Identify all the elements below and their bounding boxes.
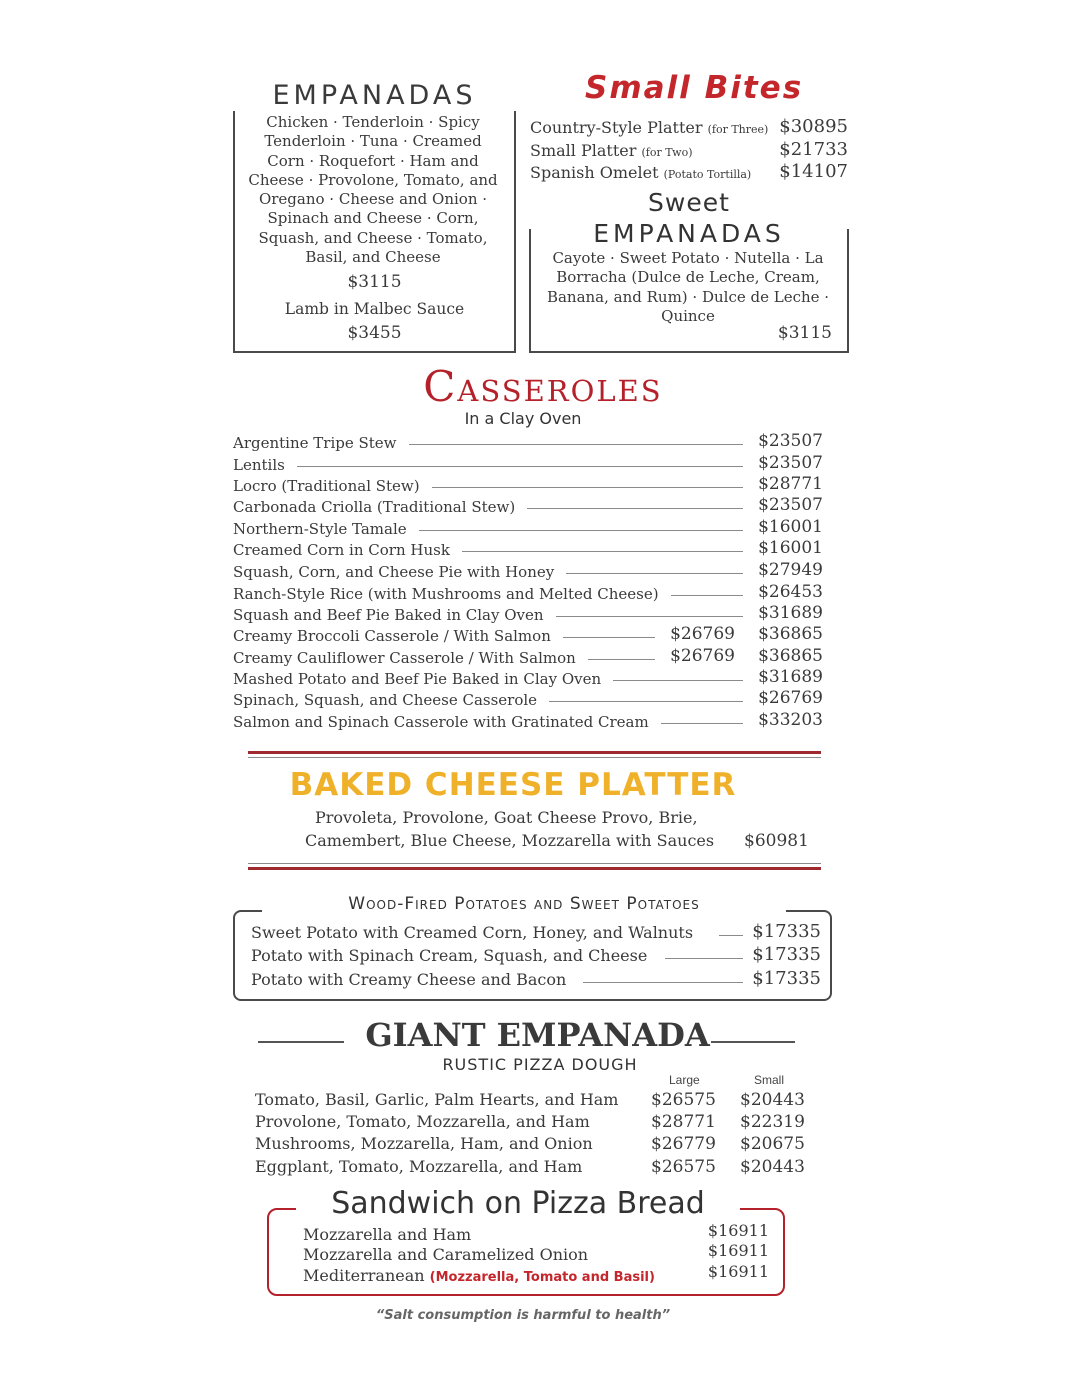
empanadas-list: Chicken · Tenderloin · Spicy Tenderloin · Tuna · Creamed Corn · Roquefort · Ham and Cheese · Provolone, Tomato, and Oregano · Cheese and Onion · Spinach and Cheese · Corn, Squash, and Cheese · Tomato, Basil, and Cheese [248,113,498,267]
sweet-empanadas-list: Cayote · Sweet Potato · Nutella · La Borracha (Dulce de Leche, Cream, Banana, and Rum) · Dulce de Leche · Quince [546,249,830,325]
casseroles-subtitle: In a Clay Oven [464,409,582,428]
giant-empanada-title: GIANT EMPANADA [365,1016,710,1054]
giant-empanada-item [255,1112,815,1134]
leader-line [661,723,743,724]
item-name: Creamy Cauliflower Casserole / With Salmon [233,649,576,667]
item-price-large: $26575 [651,1157,716,1177]
item-note: (Potato Tortilla) [663,168,752,181]
item-price-large: $28771 [651,1112,716,1132]
casserole-item [233,712,823,733]
leader-line [432,487,743,488]
item-price: $17335 [752,944,821,965]
item-name: Squash and Beef Pie Baked in Clay Oven [233,606,544,624]
item-price-large: $26575 [651,1090,716,1110]
casserole-item [233,669,823,690]
column-header-large: Large [669,1073,700,1087]
item-price-alt: $26769 [670,646,735,666]
item-name: Small Platter [530,141,637,160]
item-name: Potato with Spinach Cream, Squash, and Cheese [251,946,648,965]
small-bites-item [530,141,848,160]
leader-line [665,958,743,959]
sweet-empanadas-price: $3115 [777,323,832,343]
item-name: Mozzarella and Ham [303,1225,472,1244]
potatoes-item [251,923,821,945]
item-name: Potato with Creamy Cheese and Bacon [251,970,567,989]
potatoes-title: Wood-Fired Potatoes and Sweet Potatoes [348,894,700,914]
sweet-empanadas-title-top: Sweet [648,188,730,217]
casserole-item [233,455,823,476]
leader-line [409,444,743,445]
item-name: Creamy Broccoli Casserole / With Salmon [233,627,551,645]
small-bites-item [530,163,848,182]
leader-line [462,551,743,552]
item-price-small: $20675 [740,1134,805,1154]
giant-empanada-item [255,1090,815,1112]
leader-line [556,616,743,617]
leader-line [563,637,655,638]
item-price: $31689 [758,667,823,687]
giant-empanada-item [255,1134,815,1156]
item-price: $36865 [758,624,823,644]
leader-line [419,530,743,531]
item-price: $26453 [758,582,823,602]
decorative-line [711,1041,795,1043]
item-note: (for Three) [707,123,769,136]
item-name: Mushrooms, Mozzarella, Ham, and Onion [255,1134,593,1153]
item-name: Provolone, Tomato, Mozzarella, and Ham [255,1112,590,1131]
item-name: Mediterranean [303,1266,425,1285]
divider [248,757,821,758]
casseroles-title: Casseroles [423,362,663,411]
baked-cheese-desc-line2: Camembert, Blue Cheese, Mozzarella with Sauces [305,831,715,850]
casserole-item [233,433,823,454]
small-bites-title: Small Bites [585,70,804,106]
sandwich-item [303,1241,769,1265]
item-price: $28771 [758,474,823,494]
leader-line [566,573,743,574]
item-note: (Mozzarella, Tomato and Basil) [429,1270,655,1285]
item-name: Mashed Potato and Beef Pie Baked in Clay Oven [233,670,602,688]
divider [248,751,821,754]
item-price: $16001 [758,538,823,558]
casserole-item [233,497,823,518]
item-price: $36865 [758,646,823,666]
item-price: $17335 [752,968,821,989]
item-price: $27949 [758,560,823,580]
decorative-line [258,1041,344,1043]
item-price: $16001 [758,517,823,537]
item-name: Creamed Corn in Corn Husk [233,541,450,559]
item-price: $23507 [758,495,823,515]
item-note: (for Two) [641,146,693,159]
item-name: Sweet Potato with Creamed Corn, Honey, and Walnuts [251,923,694,942]
giant-empanada-subtitle: RUSTIC PIZZA DOUGH [442,1055,638,1074]
divider [248,867,821,870]
item-name: Spanish Omelet [530,163,659,182]
item-price: $23507 [758,431,823,451]
item-price: $33203 [758,710,823,730]
item-price: $21733 [779,139,848,160]
item-price-large: $26779 [651,1134,716,1154]
baked-cheese-price: $60981 [744,831,809,851]
leader-line [719,935,743,936]
item-price-small: $22319 [740,1112,805,1132]
casserole-item [233,626,823,647]
item-name: Tomato, Basil, Garlic, Palm Hearts, and Ham [255,1090,619,1109]
sandwich-item [303,1262,769,1286]
health-warning: “Salt consumption is harmful to health” [375,1308,671,1323]
empanadas-price: $3115 [347,272,402,292]
divider [248,863,821,864]
casserole-item [233,690,823,711]
item-name: Argentine Tripe Stew [233,434,397,452]
item-name: Eggplant, Tomato, Mozzarella, and Ham [255,1157,583,1176]
item-price: $14107 [779,161,848,182]
casserole-item [233,648,823,669]
item-name: Locro (Traditional Stew) [233,477,420,495]
baked-cheese-desc-line1: Provoleta, Provolone, Goat Cheese Provo, Brie, [315,808,698,827]
item-price: $31689 [758,603,823,623]
item-name: Squash, Corn, and Cheese Pie with Honey [233,563,555,581]
item-name: Lentils [233,456,285,474]
sandwich-item [303,1221,769,1245]
sandwich-title: Sandwich on Pizza Bread [331,1186,705,1221]
item-price: $17335 [752,921,821,942]
item-price-small: $20443 [740,1157,805,1177]
leader-line [613,680,743,681]
leader-line [583,982,743,983]
item-price: $16911 [707,1241,769,1260]
giant-empanada-item [255,1157,815,1179]
item-name: Country-Style Platter [530,118,703,137]
item-name: Mozzarella and Caramelized Onion [303,1245,589,1264]
item-name: Carbonada Criolla (Traditional Stew) [233,498,516,516]
empanadas-special-price: $3455 [347,323,402,343]
item-price: $16911 [707,1262,769,1281]
item-price-small: $20443 [740,1090,805,1110]
item-price: $23507 [758,453,823,473]
leader-line [527,508,743,509]
item-price: $30895 [779,116,848,137]
column-header-small: Small [754,1073,785,1087]
small-bites-item [530,118,848,137]
item-name: Ranch-Style Rice (with Mushrooms and Melted Cheese) [233,585,659,603]
casserole-item [233,519,823,540]
leader-line [297,466,743,467]
sweet-empanadas-title: EMPANADAS [557,219,821,248]
casserole-item [233,584,823,605]
item-name: Salmon and Spinach Casserole with Gratinated Cream [233,713,649,731]
item-name: Northern-Style Tamale [233,520,407,538]
casserole-item [233,476,823,497]
potatoes-item [251,970,821,992]
leader-line [588,659,655,660]
item-price: $26769 [758,688,823,708]
casserole-item [233,540,823,561]
item-price: $16911 [707,1221,769,1240]
casserole-item [233,605,823,626]
casserole-item [233,562,823,583]
empanadas-title: EMPANADAS [272,80,477,111]
leader-line [671,595,743,596]
leader-line [549,701,743,702]
baked-cheese-title: BAKED CHEESE PLATTER [289,767,737,803]
item-name: Spinach, Squash, and Cheese Casserole [233,691,538,709]
empanadas-special-name: Lamb in Malbec Sauce [284,300,465,318]
item-price-alt: $26769 [670,624,735,644]
potatoes-item [251,946,821,968]
